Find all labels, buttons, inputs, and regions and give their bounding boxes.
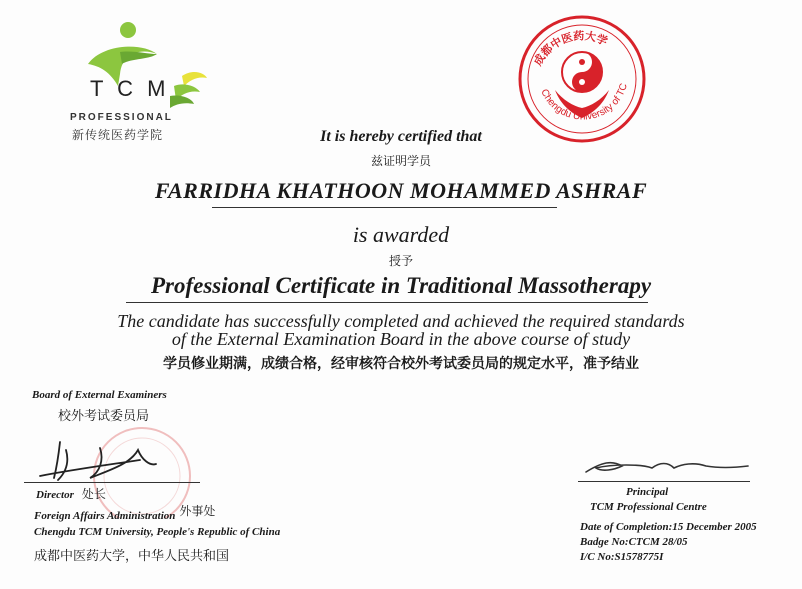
director-en: Director	[36, 489, 74, 501]
awarded-cn: 授予	[388, 254, 413, 268]
awarded-en: is awarded	[352, 222, 450, 247]
university-cn: 成都中医药大学，中华人民共和国	[34, 549, 230, 564]
foreign-affairs	[34, 506, 215, 524]
board-cn: 校外考试委员局	[58, 409, 150, 424]
principal-org: TCM Professional Centre	[590, 501, 707, 513]
badge-number: Badge No:CTCM 28/05	[580, 536, 688, 548]
principal-title: Principal	[626, 486, 669, 498]
statement-line2: of the External Examination Board in the above course of study	[171, 329, 631, 349]
logo-chinese: 新传统医药学院	[72, 128, 164, 142]
tcm-text: T C M	[90, 76, 170, 101]
completion-date: Date of Completion:15 December 2005	[580, 521, 757, 533]
director-label	[36, 485, 106, 503]
ic-number: I/C No:S1578775I	[580, 551, 664, 563]
board-en: Board of External Examiners	[32, 389, 167, 401]
title-underline	[126, 302, 648, 303]
certify-en: It is hereby certified that	[320, 128, 482, 145]
logo-professional: PROFESSIONAL	[70, 112, 173, 123]
principal-line	[578, 481, 750, 482]
certificate-title: Professional Certificate in Traditional Massotherapy	[150, 273, 652, 298]
foreign-affairs-en: Foreign Affairs Administration	[34, 510, 176, 522]
director-signature-icon	[30, 430, 170, 490]
seal-cn-text: 成都中医药大学	[531, 29, 610, 68]
seal-en-text: Chengdu University of TC	[538, 82, 630, 123]
certify-cn: 兹证明学员	[370, 154, 431, 168]
director-line	[24, 482, 200, 483]
director-cn: 处长	[81, 487, 106, 501]
university-seal	[517, 14, 647, 144]
foreign-affairs-cn: 外事处	[179, 504, 216, 518]
name-underline	[212, 207, 557, 208]
recipient-name: FARRIDHA KHATHOON MOHAMMED ASHRAF	[154, 178, 648, 203]
tcm-logo	[62, 14, 212, 144]
principal-signature-icon	[582, 452, 752, 482]
university-en: Chengdu TCM University, People's Republic of China	[34, 526, 281, 538]
university-seal-icon	[517, 14, 647, 144]
statement-line1: The candidate has successfully completed and achieved the required standards	[117, 311, 685, 331]
statement-cn: 学员修业期满，成绩合格，经审核符合校外考试委员局的规定水平，准予结业	[163, 356, 639, 372]
